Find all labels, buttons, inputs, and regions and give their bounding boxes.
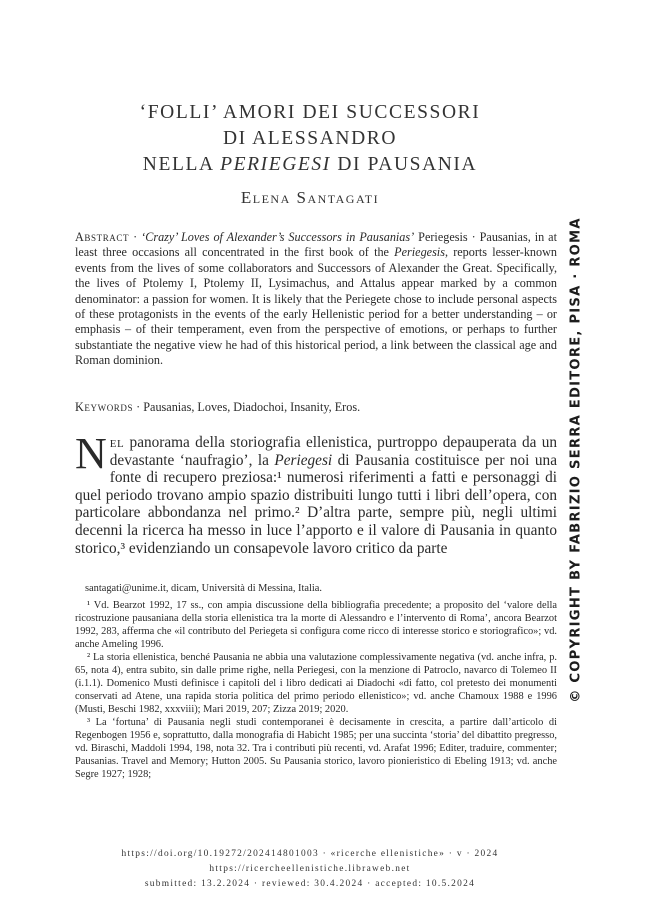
author-affiliation: santagati@unime.it, dicam, Università di Messina, Italia. — [85, 583, 322, 594]
title-line-3 — [60, 152, 560, 178]
title-line-3-italic: PERIEGESI — [220, 154, 331, 175]
body-text-1: panorama della storiografia ellenistica, purtroppo depauperata da un devastante ‘naufragio’, la — [109, 434, 557, 469]
abstract-text-1: Periegesis · Pausanias, in at least three occasions all concentrated in the first book of the — [75, 230, 557, 260]
footnote-1: ¹ Vd. Bearzot 1992, 17 ss., con ampia discussione della bibliografia precedente; a proposito del ‘valore della ricostruzione pausaniana della storia ellenistica tra la morte di Alessandro e l’intervento di Roma’, ancora Bearzot 1992, 283, afferma che «il contributo del Periegeta si configura come ricco di interesse storico e storiografico»; vd. anche Ameling 1996. — [75, 600, 557, 650]
keywords — [75, 400, 557, 415]
keywords-label: Keywords — [75, 400, 134, 414]
abstract — [75, 230, 557, 369]
footnotes — [75, 582, 557, 781]
abstract-sep: · — [129, 230, 142, 244]
footnote-2: ² La storia ellenistica, benché Pausania ne abbia una valutazione complessivamente negativa (vd. anche infra, p. 65, nota 4), entra subito, sin dalle prime righe, nella Periegesi, con la menzione di Patroclo, navarco di Tolemeo II (i.1.1). Domenico Musti definisce i capitoli del i libro dedicati ai Diadochi «di fatto, col pretesto dei monumenti conservati ad Atene, una rapida storia politica del primo periodo ellenistico»; vd. anche Chamoux 1988 e 1996 (Musti, Beschi 1982, xxxviii); Mari 2019, 207; Zizza 2019; 2020. — [75, 652, 557, 715]
article-title — [60, 100, 560, 178]
author-name: Elena Santagati — [240, 188, 380, 207]
footnote-3: ³ La ‘fortuna’ di Pausania negli studi contemporanei è decisamente in crescita, a partire dall’articolo di Regenbogen 1956 e, soprattutto, dalla monografia di Habicht 1985; per una succinta ‘storia’ del dibattito pregresso, vd. Biraschi, Maddoli 1994, 198, nota 32. Tra i contributi più recenti, vd. Arafat 1996; Editer, traduire, commenter; Pausanias. Travel and Memory; Hutton 2005. Su Pausania storico, lavoro pionieristico di Ebeling 1913; vd. anche Segre 1927; 1928; — [75, 717, 557, 780]
copyright-text: © COPYRIGHT BY FABRIZIO SERRA EDITORE, PISA · ROMA — [568, 217, 584, 703]
title-line-1: ‘FOLLI’ AMORI DEI SUCCESSORI — [139, 102, 481, 123]
body-text-2: di Pausania costituisce per noi una fonte di recupero preziosa:¹ numerosi riferimenti a fatti e personaggi di quel periodo trovano ampio spazio distribuiti lungo tutti i libri dell’opera, con particolare abbondanza nel primo.² D’altra parte, sempre più, negli ultimi decenni la ricerca ha messo in luce l’apporto e il valore di Pausania in quanto storico,³ evidenziando un consapevole lavoro critico da parte — [75, 451, 557, 557]
title-line-3-pre: NELLA — [142, 154, 221, 175]
submission-dates: submitted: 13.2.2024 · reviewed: 30.4.2024 · accepted: 10.5.2024 — [144, 879, 476, 889]
website-line: https://ricercheellenistiche.libraweb.net — [209, 864, 411, 874]
doi-line: https://doi.org/10.19272/202414801003 · «ricerche ellenistiche» · v · 2024 — [121, 849, 499, 859]
title-line-3-post: DI PAUSANIA — [330, 154, 478, 175]
body-periegesi: Periegesi — [274, 451, 333, 469]
abstract-text-2: , reports lesser-known events from the lives of some collaborators and Successors of Alexander the Great. Specifically, the lives of Ptolemy I, Ptolemy II, Lysimachus, and Attalus appear marked by a common denominator: a passion for women. It is likely that the Periegete chose to include personal aspects of these protagonists in the events of the early Hellenistic period for a better understanding – or emphasis – of their temperament, even from the perspective of emotions, or perhaps to further substantiate the negative view he had of this historical period, a link between the classical age and Roman dominion. — [75, 245, 557, 368]
abstract-title: ‘Crazy’ Loves of Alexander’s Successors in Pausanias’ — [141, 230, 415, 244]
keywords-text: · Pausanias, Loves, Diadochoi, Insanity, Eros. — [133, 400, 361, 414]
body-text — [75, 429, 557, 557]
abstract-label: Abstract — [75, 230, 130, 244]
abstract-periegesis: Periegesis — [394, 245, 445, 260]
drop-cap: N — [75, 429, 107, 478]
body-lead: el — [109, 434, 125, 451]
copyright-sidebar — [564, 217, 588, 703]
title-line-2: DI ALESSANDRO — [222, 128, 398, 149]
